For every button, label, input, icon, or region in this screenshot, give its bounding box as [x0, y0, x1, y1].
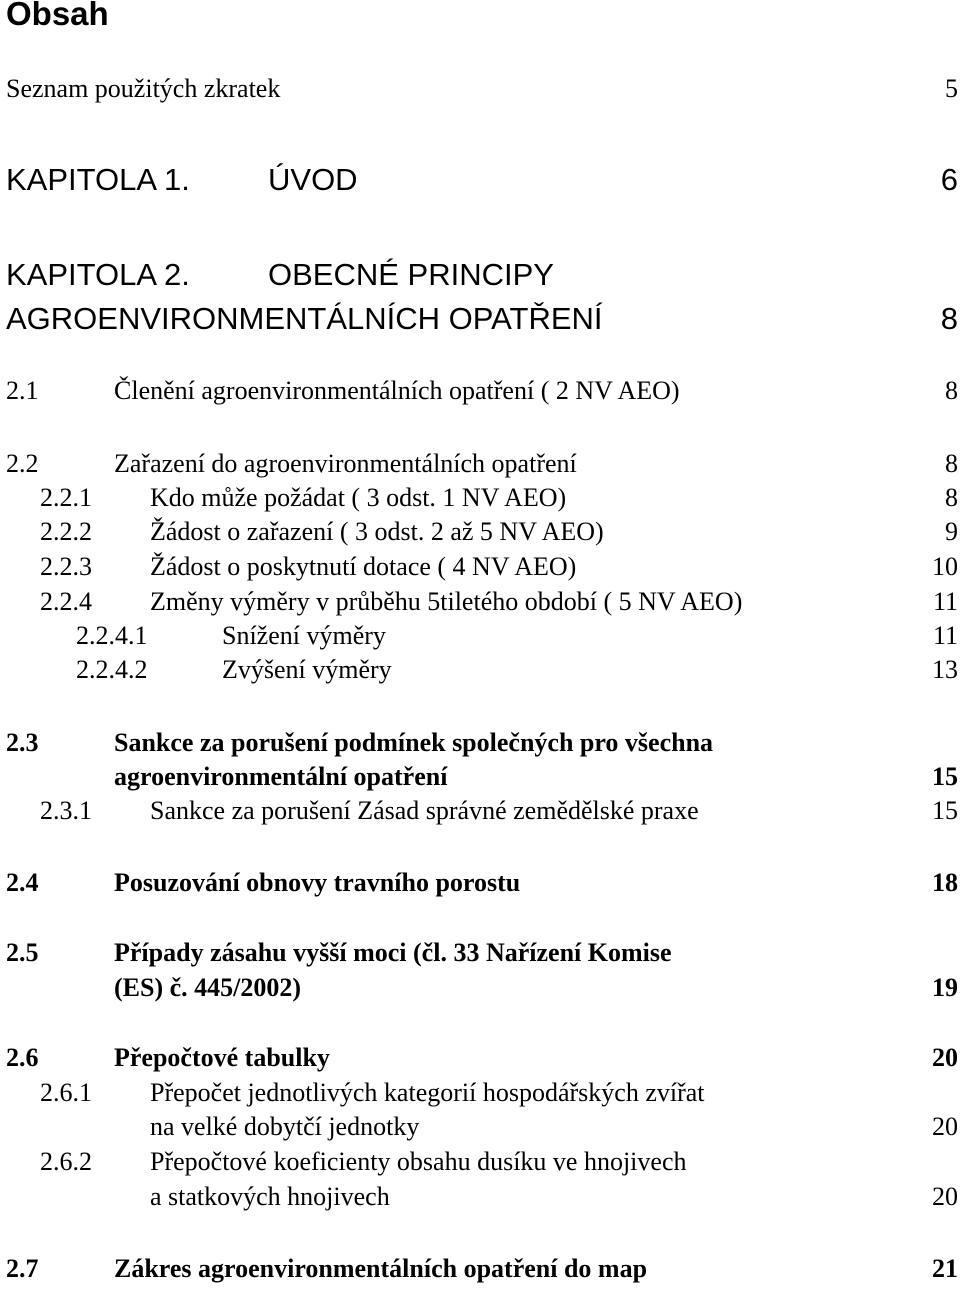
toc-entry-2-7[interactable]: [0, 1252, 960, 1286]
toc-entry-number: 2.3: [6, 728, 39, 757]
toc-entry-title: Zvýšení výměry: [222, 655, 392, 684]
toc-entry-number: 2.2.2: [40, 517, 92, 546]
toc-entry-2-3-cont[interactable]: [0, 760, 960, 794]
toc-entry-page: 6: [940, 162, 958, 197]
toc-entry-title: (ES) č. 445/2002): [114, 973, 302, 1002]
toc-entry-number: KAPITOLA 1.: [6, 162, 190, 197]
toc-entry-page: 9: [945, 517, 958, 546]
toc-entry-2-3-1[interactable]: [0, 794, 960, 828]
toc-entry-2-2-4[interactable]: [0, 585, 960, 619]
toc-entry-page: 15: [932, 762, 958, 791]
toc-entry-2-2-4-2[interactable]: [0, 653, 960, 687]
toc-entry-title: Členění agroenvironmentálních opatření ( 2 NV AEO): [114, 376, 680, 405]
toc-entry-page: 13: [932, 655, 958, 684]
toc-entry-2-2-3[interactable]: [0, 550, 960, 584]
toc-heading: Obsah: [6, 0, 109, 32]
toc-entry-title: Případy zásahu vyšší moci (čl. 33 Nařízení Komise: [114, 938, 672, 967]
toc-entry-chapter-1[interactable]: [0, 163, 960, 197]
toc-entry-chapter-2[interactable]: [0, 258, 960, 292]
toc-entry-page: 15: [932, 796, 958, 825]
toc-entry-title: Zákres agroenvironmentálních opatření do map: [114, 1254, 648, 1283]
toc-entry-2-4[interactable]: [0, 866, 960, 900]
toc-entry-2-6-2[interactable]: [0, 1145, 960, 1179]
toc-entry-2-6-1-cont[interactable]: [0, 1110, 960, 1144]
toc-entry-number: 2.1: [6, 376, 39, 405]
toc-entry-title: Seznam použitých zkratek: [6, 74, 281, 103]
toc-entry-2-2-2[interactable]: [0, 515, 960, 549]
toc-entry-2-1[interactable]: [0, 374, 960, 408]
toc-entry-number: 2.7: [6, 1254, 39, 1283]
toc-entry-title: Přepočtové koeficienty obsahu dusíku ve hnojivech: [150, 1147, 687, 1176]
toc-entry-number: 2.6.1: [40, 1078, 92, 1107]
toc-entry-title: agroenvironmentální opatření: [114, 762, 448, 791]
toc-entry-title: na velké dobytčí jednotky: [150, 1112, 420, 1141]
toc-entry-number: 2.6.2: [40, 1147, 92, 1176]
toc-entry-2-2-1[interactable]: [0, 481, 960, 515]
toc-entry-title: Zařazení do agroenvironmentálních opatření: [114, 449, 577, 478]
toc-entry-page: 8: [945, 449, 958, 478]
toc-entry-title: ÚVOD: [268, 162, 358, 197]
toc-entry-title: Přepočtové tabulky: [114, 1043, 330, 1072]
toc-entry-number: 2.2.3: [40, 552, 92, 581]
toc-entry-title: AGROENVIRONMENTÁLNÍCH OPATŘENÍ: [6, 301, 603, 336]
toc-entry-number: 2.2: [6, 449, 39, 478]
toc-entry-page: 20: [932, 1112, 958, 1141]
toc-entry-page: 8: [945, 483, 958, 512]
toc-entry-abbreviations[interactable]: [0, 72, 960, 106]
toc-entry-page: 21: [932, 1254, 958, 1283]
toc-entry-page: 8: [940, 301, 958, 336]
toc-entry-2-3[interactable]: [0, 726, 960, 760]
toc-entry-number: 2.3.1: [40, 796, 92, 825]
toc-entry-2-6-2-cont[interactable]: [0, 1180, 960, 1214]
toc-entry-title: Přepočet jednotlivých kategorií hospodářských zvířat: [150, 1078, 705, 1107]
toc-entry-title: Žádost o poskytnutí dotace ( 4 NV AEO): [150, 552, 577, 581]
toc-entry-number: 2.5: [6, 938, 39, 967]
toc-entry-chapter-2-cont[interactable]: [0, 302, 960, 336]
toc-entry-number: 2.2.4.2: [76, 655, 148, 684]
toc-entry-2-6[interactable]: [0, 1041, 960, 1075]
toc-entry-title: Kdo může požádat ( 3 odst. 1 NV AEO): [150, 483, 567, 512]
toc-entry-page: 18: [932, 868, 958, 897]
toc-entry-title: OBECNÉ PRINCIPY: [268, 257, 554, 292]
toc-entry-2-2[interactable]: [0, 447, 960, 481]
toc-entry-page: 10: [932, 552, 958, 581]
toc-entry-page: 19: [932, 973, 958, 1002]
toc-entry-title: Sankce za porušení podmínek společných pro všechna: [114, 728, 714, 757]
toc-entry-title: Žádost o zařazení ( 3 odst. 2 až 5 NV AEO): [150, 517, 604, 546]
toc-entry-page: 11: [932, 621, 958, 650]
toc-entry-page: 8: [945, 376, 958, 405]
toc-entry-title: a statkových hnojivech: [150, 1182, 390, 1211]
toc-entry-number: 2.2.1: [40, 483, 92, 512]
toc-entry-2-5-cont[interactable]: [0, 971, 960, 1005]
toc-entry-title: Změny výměry v průběhu 5tiletého období ( 5 NV AEO): [150, 587, 743, 616]
toc-entry-page: 20: [932, 1043, 958, 1072]
toc-entry-page: 5: [945, 74, 958, 103]
toc-entry-page: 11: [932, 587, 958, 616]
toc-entry-title: Posuzování obnovy travního porostu: [114, 868, 521, 897]
toc-entry-number: 2.4: [6, 868, 39, 897]
toc-entry-number: 2.2.4: [40, 587, 92, 616]
toc-entry-2-5[interactable]: [0, 936, 960, 970]
toc-entry-number: 2.6: [6, 1043, 39, 1072]
toc-entry-page: 20: [932, 1182, 958, 1211]
toc-entry-title: Snížení výměry: [222, 621, 386, 650]
toc-entry-title: Sankce za porušení Zásad správné zemědělské praxe: [150, 796, 699, 825]
toc-entry-2-2-4-1[interactable]: [0, 619, 960, 653]
toc-entry-number: KAPITOLA 2.: [6, 257, 190, 292]
toc-entry-2-6-1[interactable]: [0, 1076, 960, 1110]
toc-entry-number: 2.2.4.1: [76, 621, 148, 650]
